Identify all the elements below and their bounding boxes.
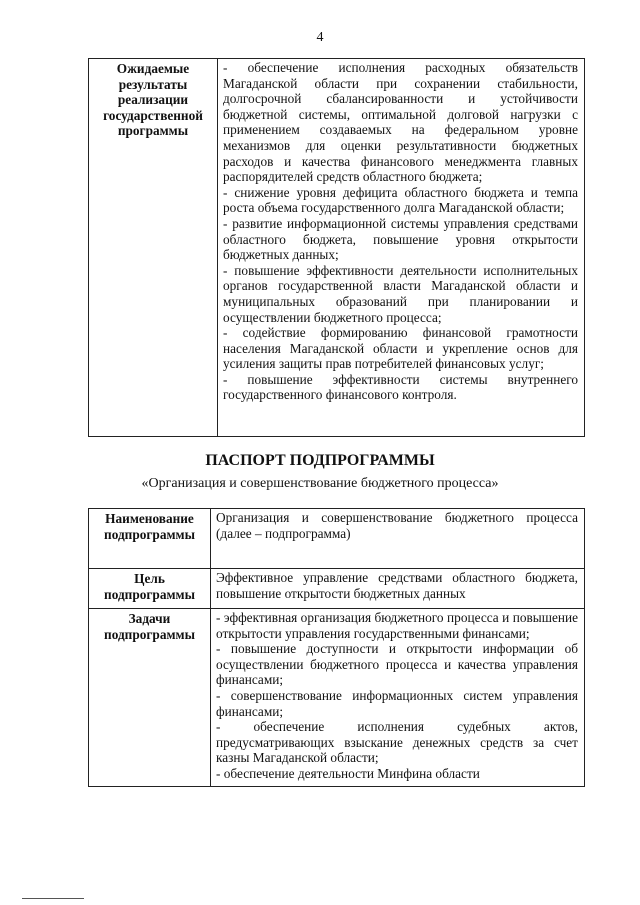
passport-row-label: Задачи подпрограммы [89, 609, 211, 787]
results-table [88, 58, 585, 437]
results-item: - повышение эффективности деятельности исполнительных органов государственной власти Магаданской области и муниципальных образований при планировании и осуществлении бюджетного процесса; [223, 262, 578, 325]
passport-row-goal [89, 569, 585, 609]
task-item: - совершенствование информационных систем управления финансами; [216, 687, 578, 719]
passport-title: ПАСПОРТ ПОДПРОГРАММЫ [205, 452, 435, 469]
results-item: - снижение уровня дефицита областного бюджета и темпа роста объема государственного долга Магаданской области; [223, 184, 578, 216]
task-item: - эффективная организация бюджетного процесса и повышение открытости управления государственными финансами; [216, 610, 578, 641]
passport-table [88, 508, 585, 787]
passport-row-name [89, 509, 585, 569]
results-item: - повышение эффективности системы внутреннего государственного финансового контроля. [223, 371, 578, 403]
results-item: - развитие информационной системы управления средствами областного бюджета, повышение уровня открытости бюджетных данных; [223, 215, 578, 263]
passport-row-value: Эффективное управление средствами областного бюджета, повышение открытости бюджетных данных [211, 569, 585, 609]
passport-tasks-content [211, 609, 585, 787]
page-number: 4 [316, 30, 324, 45]
task-item: - обеспечение исполнения судебных актов, предусматривающих взыскание денежных средств за счет казны Магаданской области; [216, 719, 578, 766]
footnote-divider [22, 898, 84, 899]
results-label: Ожидаемые результаты реализации государственной программы [89, 59, 218, 437]
results-item: - содействие формированию финансовой грамотности населения Магаданской области и укрепление основ для усиления защиты прав потребителей финансовых услуг; [223, 325, 578, 372]
results-row [89, 59, 585, 437]
passport-subtitle: «Организация и совершенствование бюджетного процесса» [141, 476, 499, 491]
passport-row-label: Наименование подпрограммы [89, 509, 211, 569]
task-item: - повышение доступности и открытости информации об осуществлении бюджетного процесса и качества управления финансами; [216, 641, 578, 688]
results-item: - обеспечение исполнения расходных обязательств Магаданской области при сохранении стабильности, долгосрочной сбалансированности и устойчивости бюджетной системы, оптимальной долговой нагрузки с применением создаваемых на федеральном уровне механизмов для оценки результативности бюджетных расходов и качества финансового менеджмента главных распорядителей средств областного бюджета; [223, 60, 578, 185]
passport-row-tasks [89, 609, 585, 787]
results-content [218, 59, 585, 437]
passport-row-label: Цель подпрограммы [89, 569, 211, 609]
passport-row-value: Организация и совершенствование бюджетного процесса (далее – подпрограмма) [211, 509, 585, 569]
task-item: - обеспечение деятельности Минфина области [216, 765, 480, 781]
